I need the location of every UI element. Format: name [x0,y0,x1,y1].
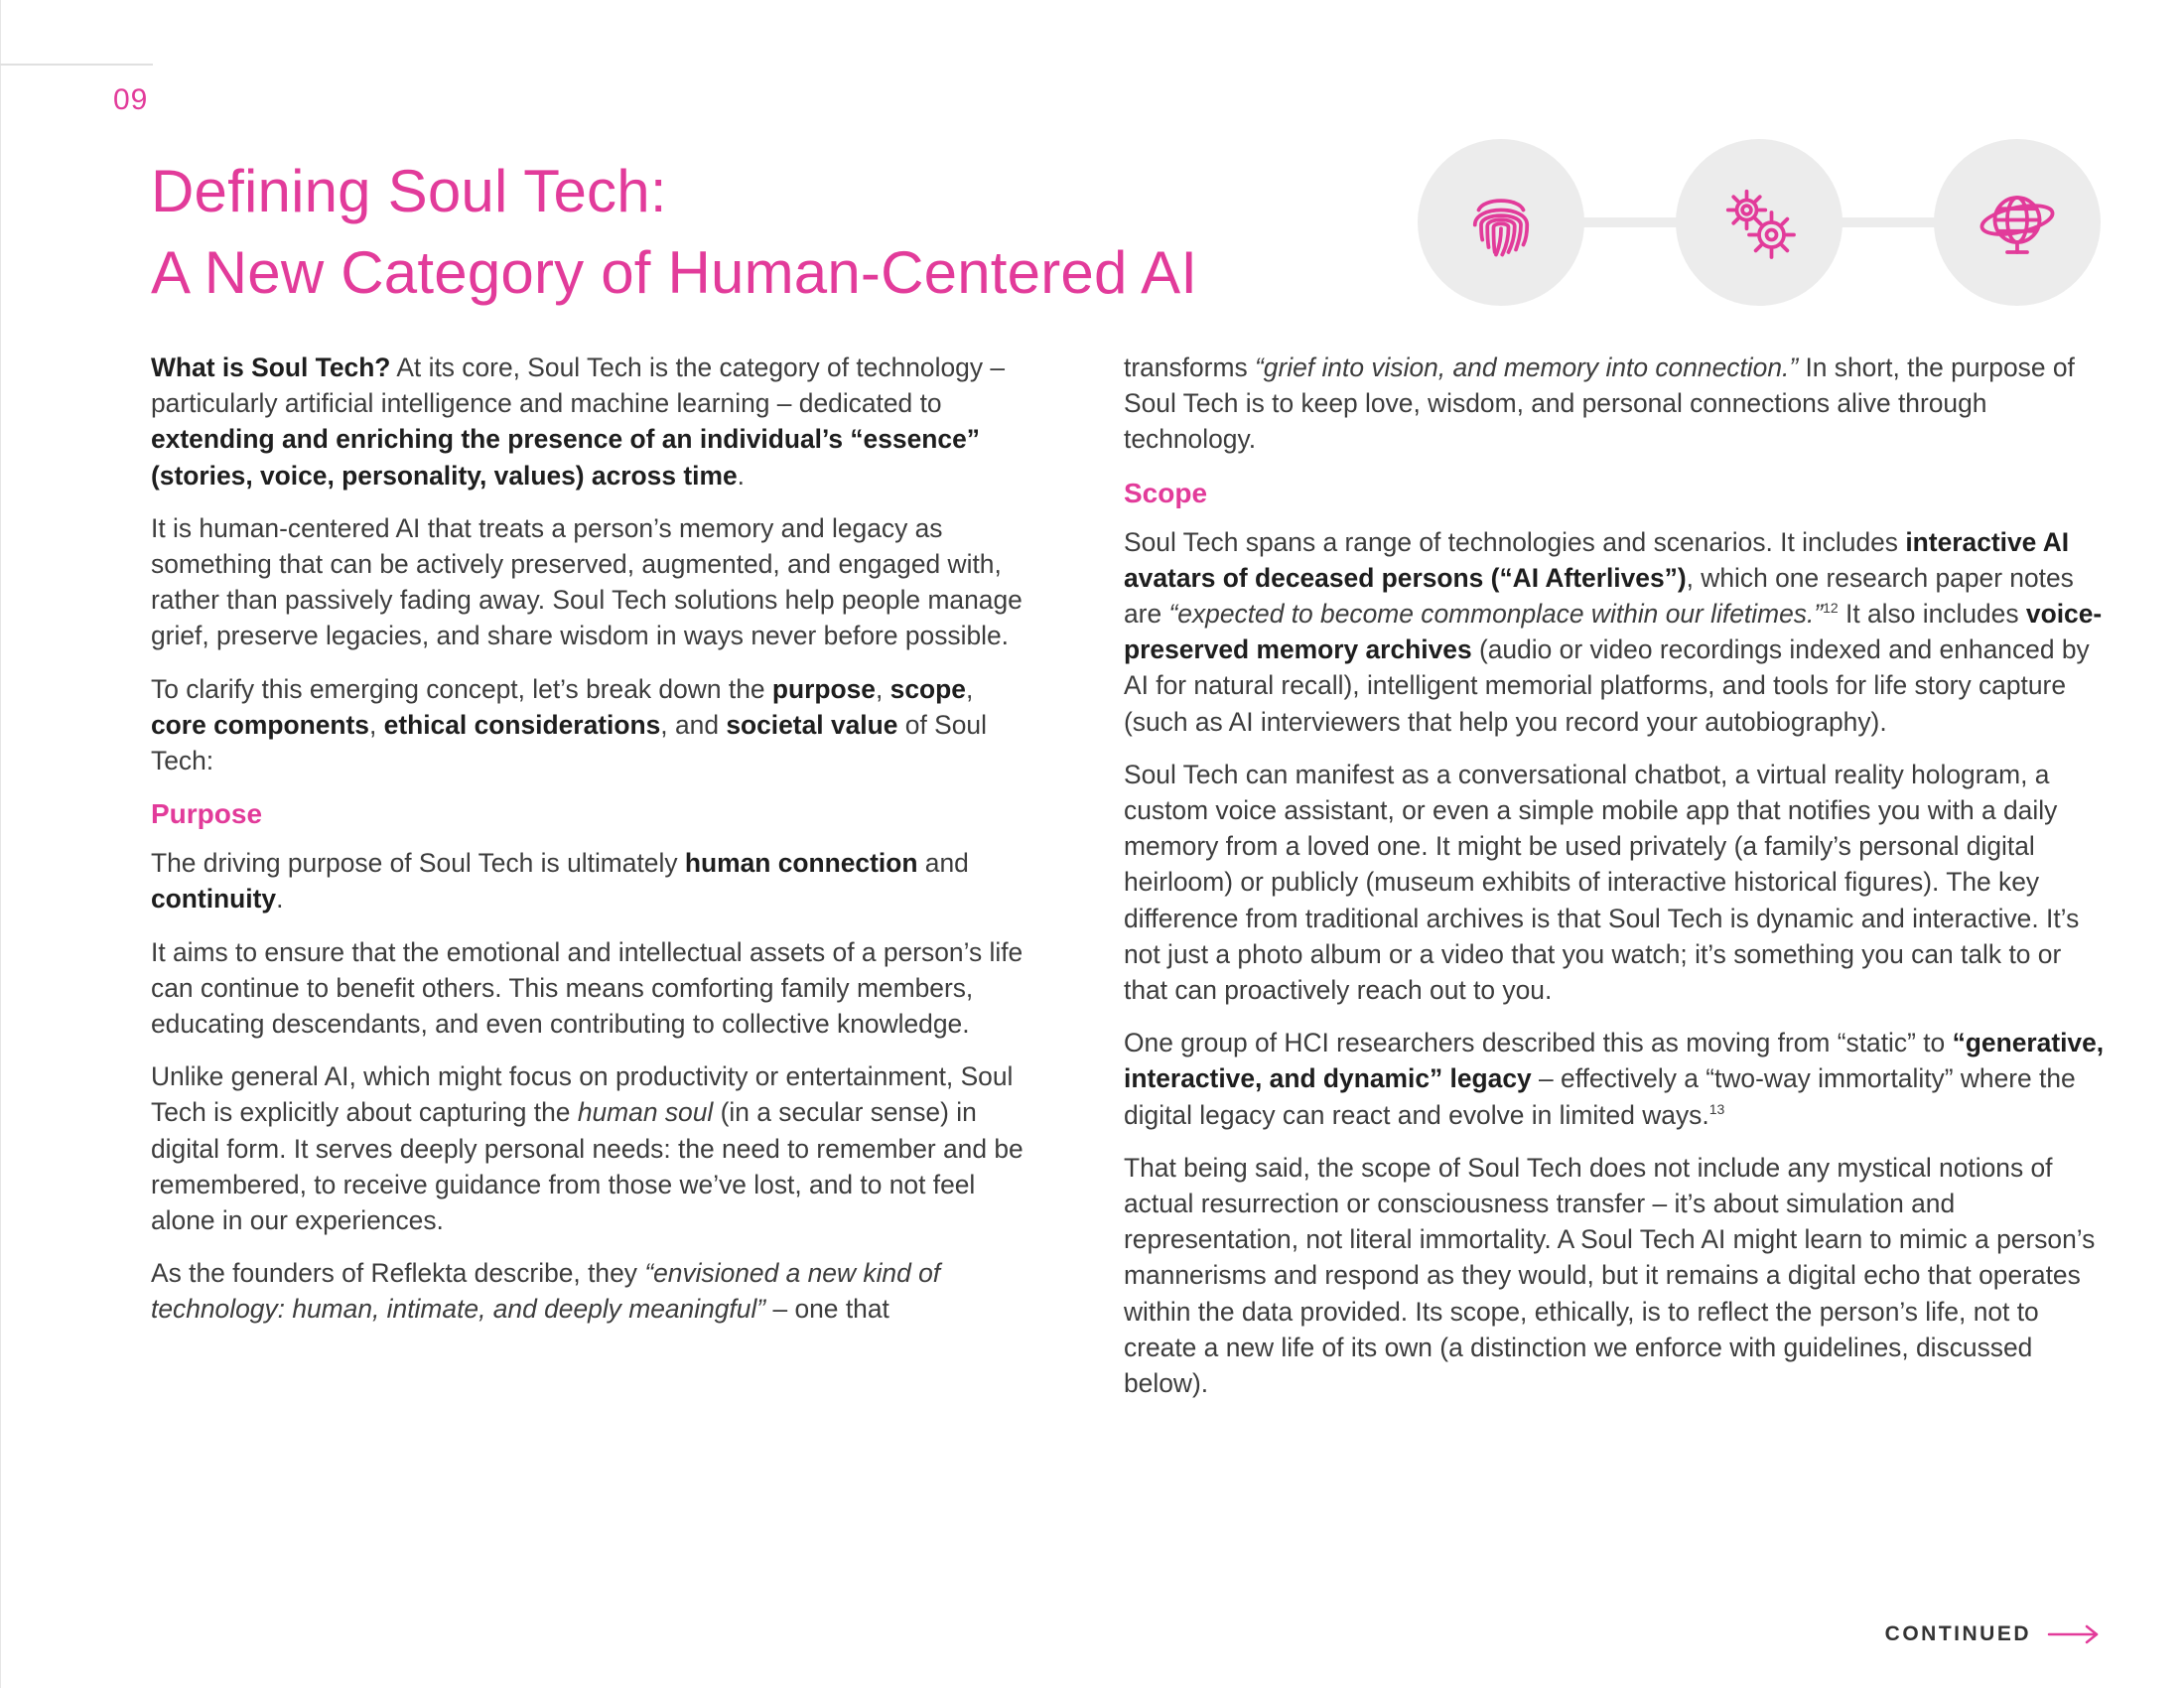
paragraph [1124,350,2107,458]
text-run: Soul Tech spans a range of technologies and scenarios. It includes [1124,526,1906,557]
text-run: and [917,848,969,879]
text-run: , [965,673,974,704]
text-run: , which one research paper notes are [1124,562,2074,630]
text-run: To clarify this emerging concept, let’s break down the [151,673,772,704]
text-run: (in a secular sense) in digital form. It serves deeply personal needs: the need to remember and be remembered, to receive guidance from those we’ve lost, and to not feel alone in our experiences. [151,1097,1024,1236]
text-run: – effectively a “two-way immortality” where the digital legacy can react and evolve in limited ways. [1124,1063,2076,1130]
title-line-1: Defining Soul Tech: [151,158,667,224]
paragraph [151,350,1024,493]
bold-run: continuity [151,884,277,914]
paragraph: It aims to ensure that the emotional and intellectual assets of a person’s life can continue to benefit others. This means comforting family members, educating descendants, and even contributing to collective knowledge. [151,936,1024,1040]
bold-run: voice-preserved memory archives [1124,599,2103,665]
globe-circle [1934,139,2101,306]
paragraph: It is human-centered AI that treats a person’s memory and legacy as something that can be actively preserved, augmented, and engaged with, rather than passively fading away. Soul Tech solutions help people manage grief, preserve legacies, and share wisdom in ways never before possible. [151,512,1023,651]
text-run: , [875,673,890,704]
bold-run: interactive AI avatars of deceased persons (“AI Afterlives”) [1124,526,2070,593]
arrow-right-icon [2047,1624,2101,1644]
paragraph [151,671,1024,779]
scope-heading: Scope [1124,477,1208,508]
text-run: One group of HCI researchers described this as moving from “static” to [1124,1028,1953,1058]
text-run: In short, the purpose of Soul Tech is to keep love, wisdom, and personal connections alive through technology. [1124,352,2075,455]
bold-run: societal value [726,709,898,740]
text-run: (audio or video recordings indexed and enhanced by AI for natural recall), intelligent memorial platforms, and tools for life story capture (such as AI interviewers that help you record your autobiography). [1124,634,2090,737]
title-line-2: A New Category of Human-Centered AI [151,239,1198,306]
page-number: 09 [113,83,149,116]
continued-label: CONTINUED [1884,1622,2031,1645]
gears-circle [1676,139,1843,306]
bold-run: core components [151,709,369,740]
paragraph [151,845,1024,916]
bold-run: scope [889,673,966,704]
text-run: of Soul Tech: [151,709,987,776]
paragraph [151,1058,1024,1238]
gears-icon [1719,183,1799,262]
purpose-heading: Purpose [151,798,263,830]
quote-run: “expected to become commonplace within our lifetimes.” [1168,599,1824,630]
right-column [1124,350,2107,1418]
paragraph: Soul Tech can manifest as a conversational chatbot, a virtual reality hologram, a custom voice assistant, or even a simple mobile app that notifies you with a daily memory from a loved one. It might be used privately (a family’s personal digital heirloom) or publicly (museum exhibits of interactive historical figures). The key difference from traditional archives is that Soul Tech is dynamic and interactive. It’s not just a photo album or a video that you watch; it’s something you can talk to or that can proactively reach out to you. [1124,759,2080,1006]
text-run: At its core, Soul Tech is the category of technology – particularly artificial intelligence and machine learning – dedicated to [151,352,1006,419]
paragraph [151,1255,1024,1327]
text-run: The driving purpose of Soul Tech is ultimately [151,848,685,879]
text-run: transforms [1124,352,1255,382]
quote-run: “grief into vision, and memory into connection.” [1254,352,1799,382]
bold-run: human connection [684,848,918,879]
icon-row [1418,139,2101,306]
bold-run: extending and enriching the presence of an individual’s “essence” (stories, voice, personality, values) across time [151,424,980,491]
fingerprint-circle [1418,139,1584,306]
bold-run: “generative, interactive, and dynamic” legacy [1124,1028,2105,1094]
fingerprint-icon [1461,183,1541,262]
left-column [151,350,1024,1344]
text-run: As the founders of Reflekta describe, they [151,1258,645,1289]
text-run: It also includes [1838,599,2026,630]
text-run: Unlike general AI, which might focus on productivity or entertainment, Soul Tech is explicitly about capturing the [151,1061,1014,1128]
page-edge-line [0,0,1,1688]
text-run: . [276,884,284,914]
text-run: , [368,709,384,740]
header-rule [0,64,153,66]
continued-link[interactable] [1885,1622,2101,1646]
paragraph [1124,524,2107,740]
paragraph [1124,1025,2107,1133]
italic-run: human soul [577,1097,714,1128]
text-run: , and [660,709,727,740]
quote-run: “envisioned a new kind of technology: human, intimate, and deeply meaningful” [151,1258,941,1325]
footnote-ref: 13 [1708,1100,1725,1117]
bold-run: ethical considerations [383,709,661,740]
text-run: – one that [765,1294,889,1325]
page-title [151,151,1197,314]
footnote-ref: 12 [1823,600,1839,617]
globe-icon [1978,183,2057,262]
text-run: . [737,460,745,491]
lead-question: What is Soul Tech? [151,352,391,382]
paragraph: That being said, the scope of Soul Tech does not include any mystical notions of actual resurrection or consciousness transfer – it’s about simulation and representation, not literal immortality. A Soul Tech AI might learn to mimic a person’s mannerisms and respond as they would, but it remains a digital echo that operates within the data provided. Its scope, ethically, is to reflect the person’s life, not to create a new life of its own (a distinction we enforce with guidelines, discussed below). [1124,1152,2096,1399]
bold-run: purpose [771,673,876,704]
